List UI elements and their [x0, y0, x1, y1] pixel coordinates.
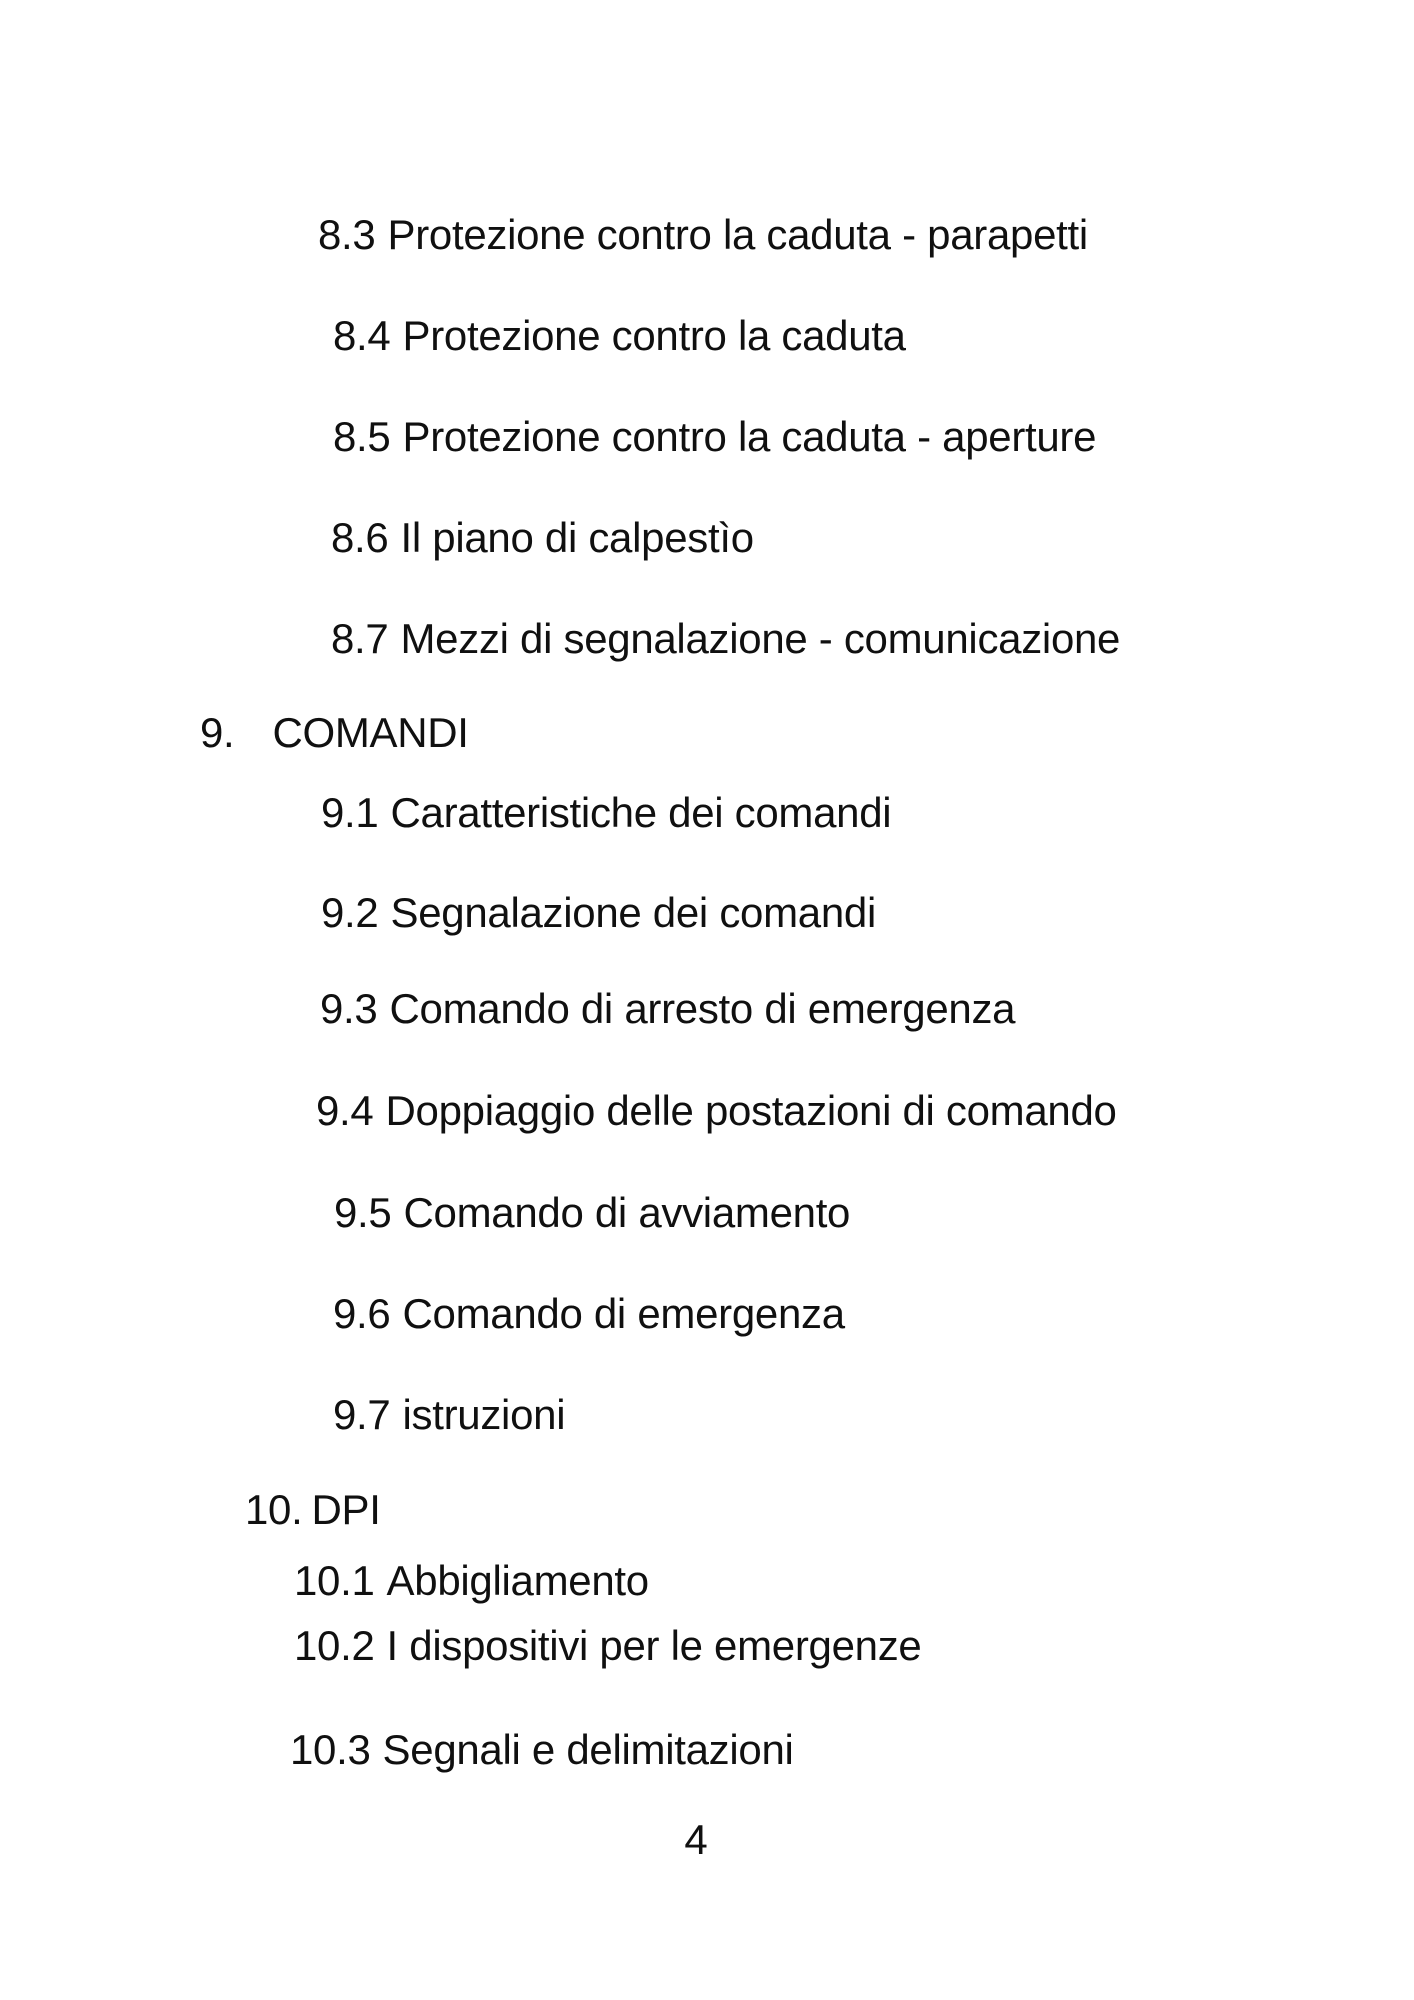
toc-item-number: 10.3: [290, 1726, 371, 1773]
toc-item: [294, 1557, 649, 1604]
toc-item-number: 8.3: [318, 211, 376, 258]
toc-item: [331, 514, 754, 561]
toc-item: [333, 1391, 566, 1438]
toc-item-title: Segnali e delimitazioni: [382, 1726, 794, 1773]
toc-item-title: Caratteristiche dei comandi: [390, 789, 892, 836]
toc-item-number: 9.1: [321, 789, 379, 836]
toc-item-title: Mezzi di segnalazione - comunicazione: [400, 615, 1121, 662]
toc-item-title: Abbigliamento: [386, 1557, 649, 1604]
toc-section-item: [245, 1486, 381, 1533]
toc-item-number: 9.3: [320, 985, 378, 1032]
toc-item-number: 9.2: [321, 889, 379, 936]
toc-item: [294, 1622, 922, 1669]
toc-item-title: I dispositivi per le emergenze: [386, 1622, 922, 1669]
toc-item: [333, 312, 906, 359]
toc-item: [316, 1087, 1117, 1134]
toc-item-title: DPI: [311, 1486, 381, 1533]
toc-item-number: 8.4: [333, 312, 391, 359]
toc-item: [333, 413, 1097, 460]
toc-item-number: 8.6: [331, 514, 389, 561]
toc-item-number: 9.5: [334, 1189, 392, 1236]
toc-item-title: Doppiaggio delle postazioni di comando: [385, 1087, 1117, 1134]
toc-item-title: Protezione contro la caduta - parapetti: [387, 211, 1088, 258]
toc-item: [321, 889, 876, 936]
toc-item-title: Comando di emergenza: [402, 1290, 845, 1337]
page-number: 4: [684, 1816, 708, 1863]
toc-item: [290, 1726, 794, 1773]
toc-item-number: 9.7: [333, 1391, 391, 1438]
toc-item-number: 10.: [245, 1486, 303, 1533]
toc-item-title: Protezione contro la caduta: [402, 312, 906, 359]
toc-item: [331, 615, 1121, 662]
toc-item-number: 9.6: [333, 1290, 391, 1337]
toc-item-number: 10.1: [294, 1557, 375, 1604]
toc-item-number: 8.7: [331, 615, 389, 662]
toc-item-number: 8.5: [333, 413, 391, 460]
toc-item: [333, 1290, 845, 1337]
toc-item-title: Comando di avviamento: [403, 1189, 851, 1236]
toc-item-title: COMANDI: [272, 709, 469, 756]
toc-item-title: Il piano di calpestìo: [400, 514, 754, 561]
toc-item: [334, 1189, 851, 1236]
toc-item: [320, 985, 1016, 1032]
toc-section-item: [200, 709, 469, 756]
toc-item: [321, 789, 892, 836]
toc-item-number: 9.: [200, 709, 235, 756]
toc-item-title: Protezione contro la caduta - aperture: [402, 413, 1097, 460]
toc-item-title: istruzioni: [402, 1391, 566, 1438]
toc-item: [318, 211, 1088, 258]
toc-item-number: 10.2: [294, 1622, 375, 1669]
toc-item-number: 9.4: [316, 1087, 374, 1134]
toc-item-title: Comando di arresto di emergenza: [389, 985, 1016, 1032]
toc-item-title: Segnalazione dei comandi: [390, 889, 876, 936]
